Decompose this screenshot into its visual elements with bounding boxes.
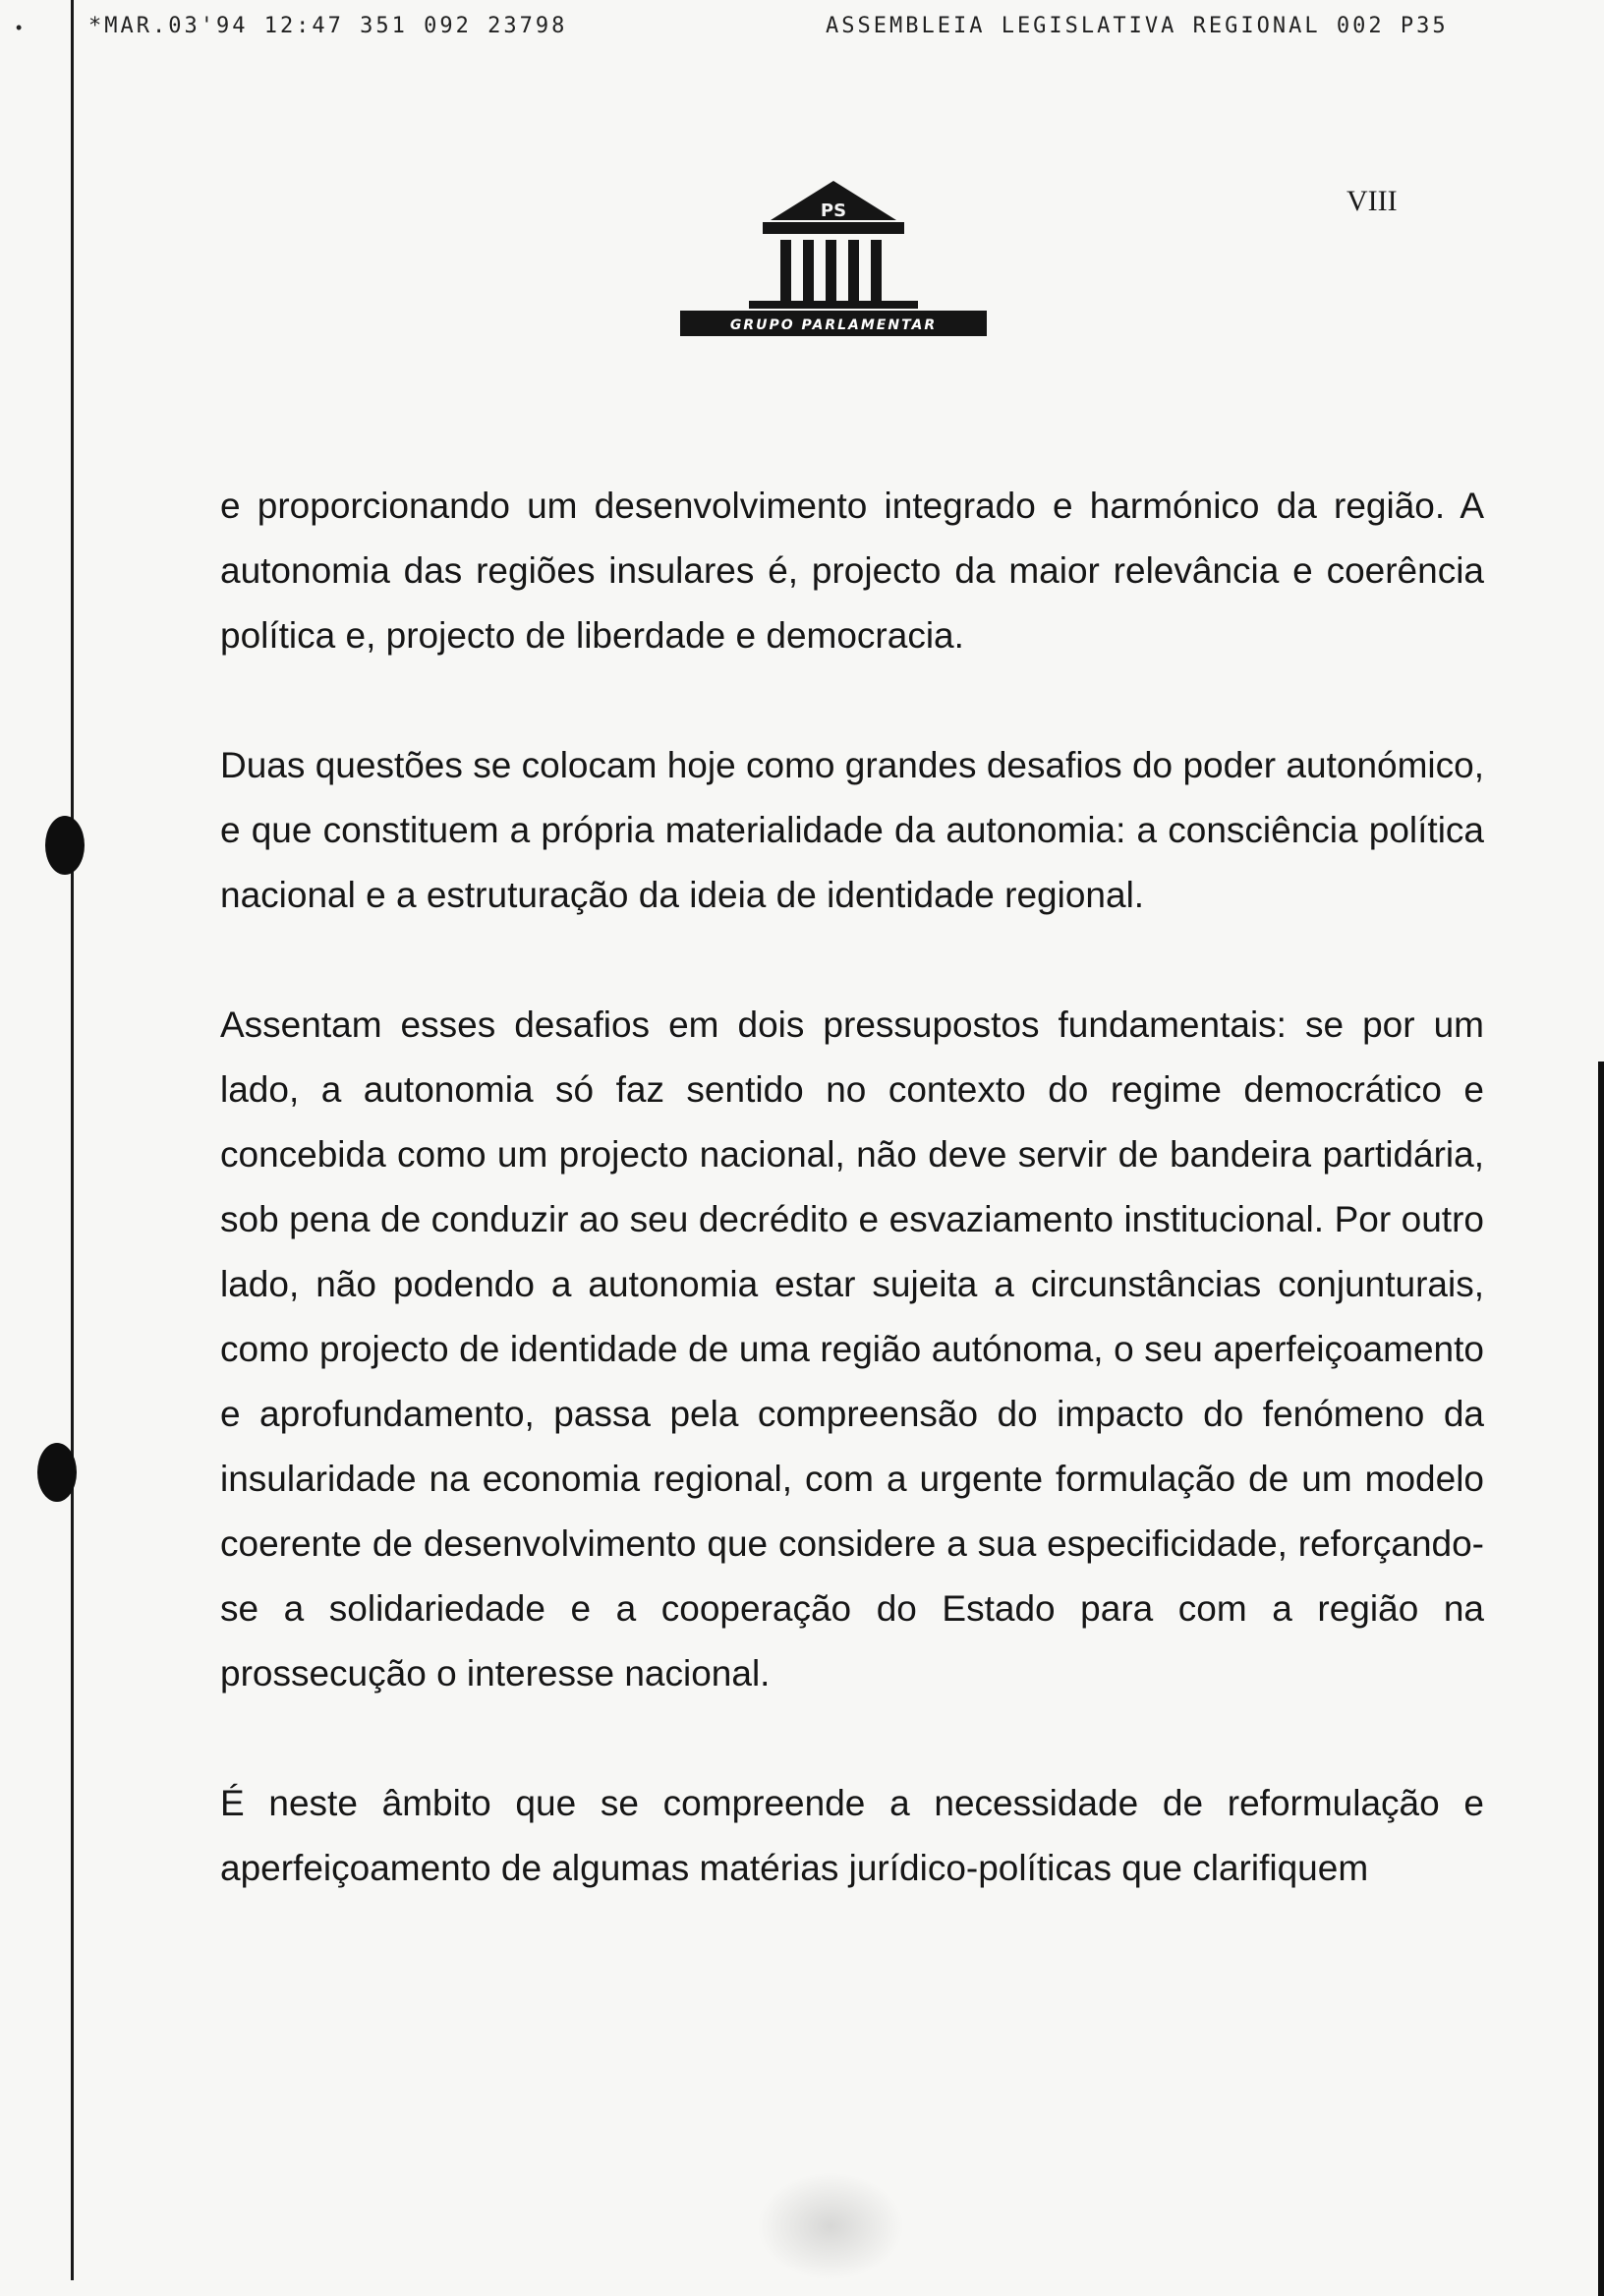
logo-column [848,240,859,301]
logo-column [780,240,791,301]
paragraph-2: Duas questões se colocam hoje como grandes desafios do poder autonómico, e que constituem a própria materialidade da autonomia: a consciência política nacional e a estruturação da ideia de identidade regional. [220,745,1484,915]
right-edge-shadow [1598,1062,1604,2296]
parliamentary-group-logo [676,177,991,344]
paragraph-4: É neste âmbito que se compreende a necessidade de reformulação e aperfeiçoamento de algumas matérias jurídico-políticas que clarifiquem [220,1783,1484,1888]
fax-header-transmission: *MAR.03'94 12:47 351 092 23798 [88,14,568,38]
logo-emblem: PS [820,201,847,221]
paragraph-3: Assentam esses desafios em dois pressupostos fundamentais: se por um lado, a autonomia só faz sentido no contexto do regime democrático e concebida como um projecto nacional, não deve servir de bandeira partidária, sob pena de conduzir ao seu decrédito e esvaziamento institucional. Por outro lado, não podendo a autonomia estar sujeita a circunstâncias conjunturais, como projecto de identidade de uma região autónoma, o seu aperfeiçoamento e aprofundamento, passa pela compreensão do impacto do fenómeno da insularidade na economia regional, com a urgente formulação de um modelo coerente de desenvolvimento que considere a sua especificidade, reforçando-se a solidariedade e a cooperação do Estado para com a região na prossecução o interesse nacional. [220,1004,1484,1693]
logo-column [803,240,814,301]
page-number: VIII [1346,185,1398,217]
paragraph-1: e proporcionando um desenvolvimento integrado e harmónico da região. A autonomia das regiões insulares é, projecto da maior relevância e coerência política e, projecto de liberdade e democracia. [220,486,1484,656]
left-margin-line [71,0,74,2280]
scan-artifact [757,2172,904,2280]
logo-column [826,240,836,301]
logo-entablature [763,222,904,234]
fax-mark: • [16,18,23,37]
logo-caption: GRUPO PARLAMENTAR [729,317,938,333]
document-body [220,474,1484,1966]
fax-header-sender: ASSEMBLEIA LEGISLATIVA REGIONAL 002 P35 [826,14,1449,38]
punch-hole [45,816,85,875]
punch-hole [37,1443,77,1502]
logo-base [749,301,918,309]
logo-column [871,240,882,301]
